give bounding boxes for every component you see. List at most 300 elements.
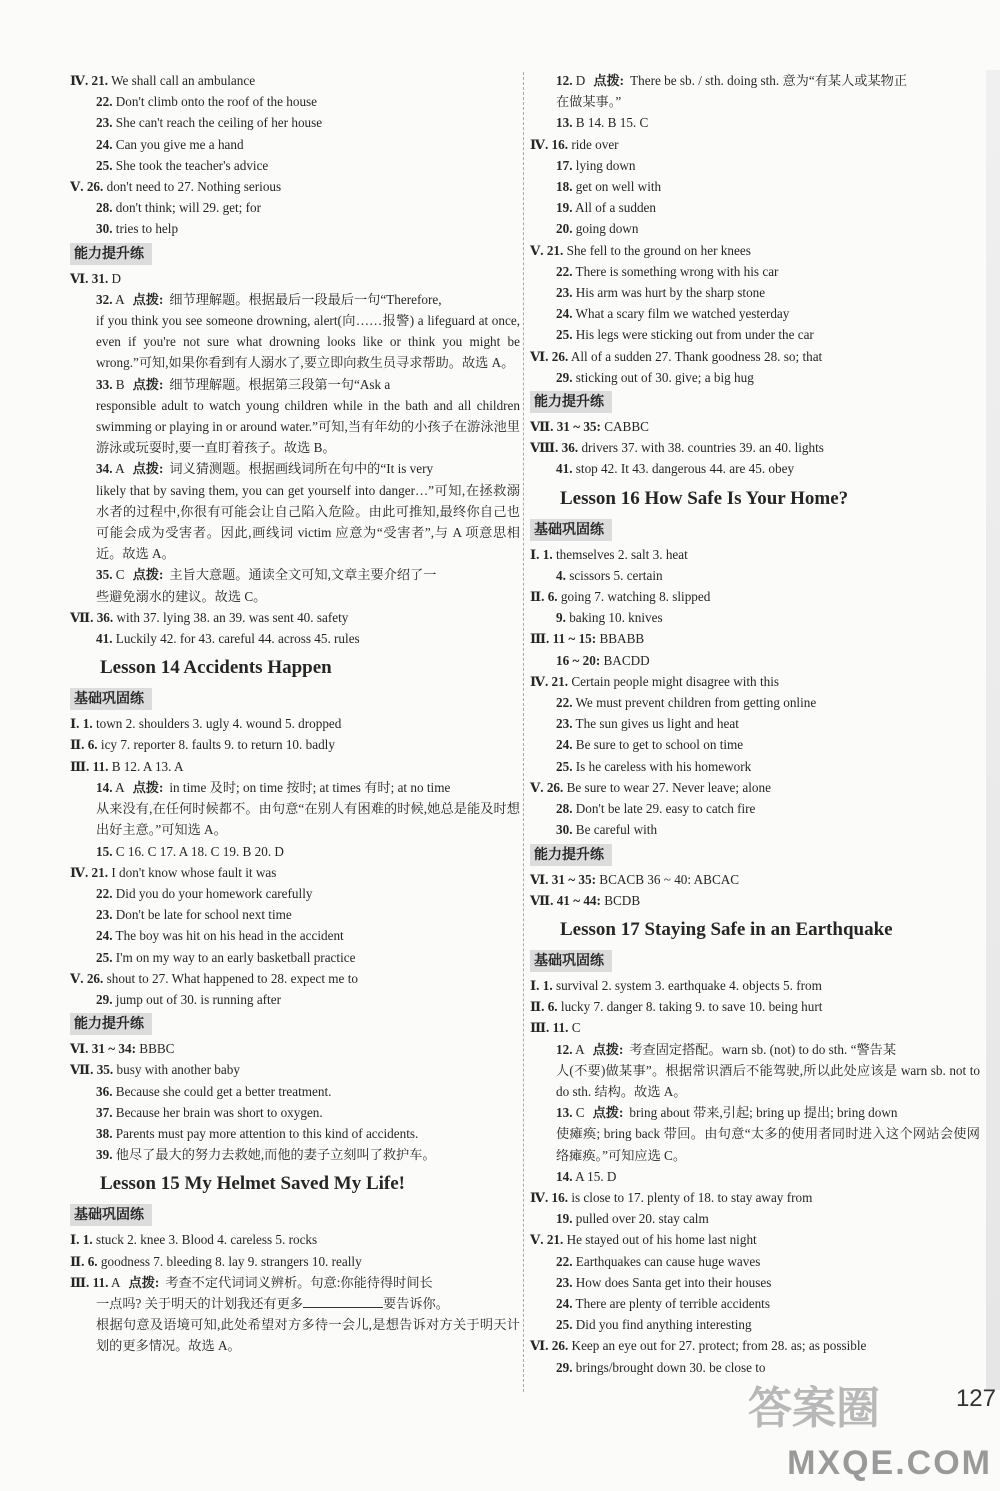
lesson-title: Lesson 16 How Safe Is Your Home?: [560, 487, 849, 509]
answer-text: survival 2. system 3. earthquake 4. objects 5. from: [555, 977, 822, 993]
answer-line: [70, 777, 520, 798]
answer-line: [70, 1251, 520, 1272]
question-number: 22.: [556, 263, 573, 279]
answer-text: We shall call an ambulance: [111, 73, 256, 88]
answer-line: [70, 268, 520, 289]
answer-line: [70, 798, 520, 840]
question-number: Ⅰ. 1.: [70, 1232, 93, 1248]
question-number: 23.: [96, 115, 113, 131]
answer-text: 他尽了最大的努力去救她,而他的妻子立刻叫了救护车。: [115, 1147, 436, 1163]
answer-column-right: [530, 70, 980, 1378]
answer-line: [70, 70, 520, 91]
explanation-text: 考查固定搭配。warn sb. (not) to do sth. “警告某: [629, 1041, 897, 1057]
question-number: 30.: [96, 221, 113, 237]
answer-line: [530, 628, 980, 649]
explanation-text: 词义猜测题。根据画线词所在句中的“It is very: [169, 461, 434, 477]
answer-text-after: 要告诉你。: [382, 1295, 449, 1311]
question-number: Ⅵ. 26.: [530, 348, 569, 364]
answer-line: [530, 1039, 980, 1060]
answer-text: Be sure to wear 27. Never leave; alone: [566, 779, 771, 795]
answer-line: [530, 1293, 980, 1314]
question-number: 28.: [96, 200, 113, 216]
question-number: 25.: [556, 327, 573, 343]
answer-text: drivers 37. with 38. countries 39. an 40. lights: [581, 440, 824, 456]
answer-line: [70, 1102, 520, 1123]
question-number: 36.: [96, 1083, 113, 1099]
question-number: 39.: [96, 1147, 113, 1163]
answer-text: D: [575, 73, 586, 88]
answer-text: pulled over 20. stay calm: [575, 1211, 709, 1227]
answer-text: B 14. B 15. C: [575, 115, 649, 131]
answer-line: [530, 798, 980, 819]
answer-text: A: [115, 779, 125, 795]
answer-line: [70, 218, 520, 239]
answer-line: [70, 395, 520, 459]
question-number: 15.: [96, 843, 113, 859]
answer-text: She can't reach the ceiling of her house: [115, 115, 323, 131]
question-number: Ⅳ. 16.: [530, 1189, 569, 1205]
answer-line: [70, 734, 520, 755]
question-number: 22.: [96, 885, 113, 901]
answer-line: [70, 607, 520, 628]
question-number: 33.: [96, 376, 113, 392]
question-number: 20.: [556, 221, 573, 237]
answer-line: [530, 324, 980, 345]
answer-line: [530, 70, 980, 91]
answer-line: [530, 544, 980, 565]
question-number: Ⅱ. 6.: [530, 589, 558, 605]
section-row: [530, 841, 980, 869]
answer-text: There is something wrong with his car: [575, 263, 779, 279]
question-number: Ⅶ. 41 ~ 44:: [530, 892, 601, 908]
answer-text: if you think you see someone drowning, alert(向……报警) a lifeguard at once, even if you're not sure what drowning looks like or think you might be wrong.”可知,如果你看到有人溺水了,要立即向救生员寻求帮助。故选 A。: [96, 313, 520, 371]
answer-text: lucky 7. danger 8. taking 9. to save 10. being hurt: [560, 999, 823, 1015]
answer-line: [530, 1102, 980, 1123]
answer-line: [530, 176, 980, 197]
explanation-text: 主旨大意题。通读全文可知,文章主要介绍了一: [169, 567, 437, 583]
answer-line: [70, 458, 520, 479]
answer-text: Did you do your homework carefully: [115, 885, 313, 901]
answer-line: [530, 91, 980, 112]
answer-line: [530, 240, 980, 261]
answer-text: BCACB 36 ~ 40: ABCAC: [599, 871, 740, 887]
question-number: 34.: [96, 461, 113, 477]
question-number: 14.: [556, 1168, 573, 1184]
answer-text: baking 10. knives: [569, 610, 663, 626]
answer-text: Luckily 42. for 43. careful 44. across 45. rules: [115, 631, 360, 647]
answer-line: [70, 1038, 520, 1059]
answer-text: themselves 2. salt 3. heat: [555, 546, 688, 562]
question-number: 14.: [96, 779, 113, 795]
answer-line: [70, 947, 520, 968]
question-number: Ⅵ. 31.: [70, 270, 109, 286]
question-number: 28.: [556, 801, 573, 817]
question-number: 22.: [556, 1253, 573, 1269]
answer-text: going 7. watching 8. slipped: [560, 589, 711, 605]
answer-line: [530, 1166, 980, 1187]
answer-text: busy with another baby: [116, 1062, 240, 1078]
answer-line: [70, 1229, 520, 1250]
question-number: 22.: [96, 94, 113, 110]
answer-text: 一点吗? 关于明天的计划我还有更多: [96, 1295, 303, 1311]
answer-text: going down: [575, 221, 639, 237]
answer-text: 人(不要)做某事”。根据常识酒后不能驾驶,所以此处应该是 warn sb. not to do sth. 结构。故选 A。: [556, 1062, 980, 1099]
answer-line: [530, 734, 980, 755]
answer-text: don't think; will 29. get; for: [115, 200, 262, 216]
answer-line: [530, 416, 980, 437]
answer-line: [70, 925, 520, 946]
section-heading: 能力提升练: [530, 844, 612, 866]
explanation-text: 细节理解题。根据第三段第一句“Ask a: [169, 376, 391, 392]
answer-line: [530, 713, 980, 734]
question-number: Ⅴ. 21.: [530, 1232, 564, 1248]
answer-text: She took the teacher's advice: [115, 157, 269, 173]
answer-line: [530, 458, 980, 479]
question-number: 23.: [96, 907, 113, 923]
answer-line: [70, 883, 520, 904]
section-heading: 基础巩固练: [530, 519, 612, 541]
answer-text: He stayed out of his home last night: [566, 1232, 757, 1248]
answer-line: [70, 1123, 520, 1144]
answer-line: [530, 303, 980, 324]
answer-line: [70, 1059, 520, 1080]
explanation-text: bring about 带来,引起; bring up 提出; bring down: [629, 1105, 898, 1121]
answer-text: B 12. A 13. A: [111, 758, 184, 774]
answer-text: C: [571, 1020, 581, 1036]
question-number: Ⅳ. 21.: [70, 864, 109, 880]
answer-line: [530, 1335, 980, 1356]
answer-line: [70, 862, 520, 883]
section-heading: 基础巩固练: [530, 950, 612, 972]
question-number: Ⅴ. 26.: [70, 970, 104, 986]
answer-line: [70, 989, 520, 1010]
question-number: 29.: [96, 991, 113, 1007]
answer-text: 些避免溺水的建议。故选 C。: [96, 588, 267, 604]
answer-text: 根据句意及语境可知,此处希望对方多待一会儿,是想告诉对方关于明天计划的更多情况。故选 A。: [96, 1317, 520, 1354]
answer-text: Did you find anything interesting: [575, 1317, 752, 1333]
answer-text: icy 7. reporter 8. faults 9. to return 10. badly: [100, 737, 335, 753]
question-number: 29.: [556, 1359, 573, 1375]
answer-text: How does Santa get into their houses: [575, 1274, 772, 1290]
question-number: 12.: [556, 73, 573, 88]
section-heading: 能力提升练: [70, 243, 152, 265]
answer-text: There are plenty of terrible accidents: [575, 1295, 770, 1311]
answer-line: [530, 975, 980, 996]
answer-line: [530, 692, 980, 713]
section-heading: 基础巩固练: [70, 1204, 152, 1226]
answer-text: stop 42. It 43. dangerous 44. are 45. obey: [575, 461, 795, 477]
answer-text: I don't know whose fault it was: [111, 864, 277, 880]
question-number: 4.: [556, 567, 566, 583]
answer-text: shout to 27. What happened to 28. expect me to: [106, 970, 358, 986]
watermark-logo: 答案圈: [748, 1384, 880, 1433]
answer-text: Don't climb onto the roof of the house: [115, 94, 318, 110]
question-number: 18.: [556, 179, 573, 195]
section-row: [530, 516, 980, 544]
answer-line: [70, 586, 520, 607]
answer-line: [70, 1081, 520, 1102]
question-number: 25.: [556, 1317, 573, 1333]
question-number: Ⅱ. 6.: [70, 1253, 98, 1269]
tip-label: 点拨:: [132, 779, 164, 795]
answer-text: Certain people might disagree with this: [571, 673, 780, 689]
question-number: 24.: [556, 737, 573, 753]
answer-line: [530, 282, 980, 303]
answer-text: I'm on my way to an early basketball practice: [115, 949, 356, 965]
answer-text: A: [115, 291, 125, 307]
question-number: Ⅳ. 21.: [70, 73, 109, 88]
answer-text: with 37. lying 38. an 39. was sent 40. safety: [116, 609, 349, 625]
question-number: 32.: [96, 291, 113, 307]
question-number: 24.: [96, 928, 113, 944]
question-number: Ⅶ. 31 ~ 35:: [530, 419, 601, 435]
question-number: 25.: [96, 157, 113, 173]
answer-line: [530, 1123, 980, 1165]
answer-text: Is he careless with his homework: [575, 758, 752, 774]
section-row: [70, 1201, 520, 1229]
question-number: Ⅱ. 6.: [70, 737, 98, 753]
question-number: Ⅵ. 26.: [530, 1338, 569, 1354]
lesson-title: Lesson 17 Staying Safe in an Earthquake: [560, 918, 893, 940]
question-number: Ⅶ. 35.: [70, 1062, 114, 1078]
answer-line: [530, 437, 980, 458]
section-row: [70, 1010, 520, 1038]
answer-line: [530, 565, 980, 586]
answer-text: B: [115, 376, 125, 392]
answer-text: is close to 17. plenty of 18. to stay away from: [571, 1189, 813, 1205]
answer-text: Can you give me a hand: [115, 136, 244, 152]
question-number: 25.: [96, 949, 113, 965]
question-number: Ⅲ. 11.: [530, 1020, 569, 1036]
question-number: Ⅳ. 21.: [530, 673, 569, 689]
answer-text: tries to help: [115, 221, 179, 237]
answer-text: His legs were sticking out from under the car: [575, 327, 814, 343]
answer-line: [530, 346, 980, 367]
question-number: 35.: [96, 567, 113, 583]
question-number: Ⅵ. 31 ~ 35:: [530, 871, 596, 887]
answer-text: Because she could get a better treatment.: [115, 1083, 332, 1099]
answer-line: [530, 1229, 980, 1250]
tip-label: 点拨:: [592, 1041, 624, 1057]
explanation-text: 细节理解题。根据最后一段最后一句“Therefore,: [169, 291, 442, 307]
question-number: 9.: [556, 610, 566, 626]
question-number: Ⅷ. 36.: [530, 440, 579, 456]
answer-line: [70, 480, 520, 565]
answer-line: [70, 1293, 520, 1314]
answer-text: 在做某事。”: [556, 94, 622, 110]
section-row: [70, 240, 520, 268]
question-number: 13.: [556, 1105, 573, 1121]
question-number: 23.: [556, 285, 573, 301]
answer-text: 从来没有,在任何时候都不。由句意“在别人有困难的时候,她总是能及时想出好主意。”可知选 A。: [96, 801, 520, 838]
question-number: 13.: [556, 115, 573, 131]
answer-line: [530, 367, 980, 388]
answer-text: lying down: [575, 157, 636, 173]
answer-line: [530, 134, 980, 155]
answer-text: A 15. D: [575, 1168, 617, 1184]
page-number: 127: [955, 1385, 996, 1412]
section-heading: 基础巩固练: [70, 688, 152, 710]
answer-text: C 16. C 17. A 18. C 19. B 20. D: [115, 843, 284, 859]
answer-text: Parents must pay more attention to this kind of accidents.: [115, 1125, 419, 1141]
answer-line: [70, 1144, 520, 1165]
answer-text: A: [111, 1274, 121, 1290]
answer-text: Don't be late 29. easy to catch fire: [575, 801, 756, 817]
answer-text: All of a sudden: [575, 200, 657, 216]
answer-text: Be sure to get to school on time: [575, 737, 744, 753]
column-divider: [523, 72, 524, 1392]
answer-line: [70, 756, 520, 777]
question-number: 23.: [556, 1274, 573, 1290]
answer-text: scissors 5. certain: [569, 567, 663, 583]
fill-blank: [303, 1307, 383, 1308]
question-number: 29.: [556, 369, 573, 385]
answer-line: [70, 374, 520, 395]
answer-line: [530, 1208, 980, 1229]
question-number: 19.: [556, 200, 573, 216]
answer-text: A: [575, 1041, 585, 1057]
answer-line: [530, 650, 980, 671]
question-number: 24.: [96, 136, 113, 152]
answer-text: His arm was hurt by the sharp stone: [575, 285, 766, 301]
tip-label: 点拨:: [132, 376, 164, 392]
answer-text: get on well with: [575, 179, 662, 195]
answer-line: [530, 756, 980, 777]
answer-text: jump out of 30. is running after: [115, 991, 281, 1007]
answer-line: [530, 1060, 980, 1102]
lesson-title: Lesson 15 My Helmet Saved My Life!: [100, 1173, 406, 1195]
explanation-text: in time 及时; on time 按时; at times 有时; at no time: [169, 779, 451, 795]
answer-line: [530, 586, 980, 607]
question-number: 23.: [556, 716, 573, 732]
answer-line: [530, 1251, 980, 1272]
answer-text: We must prevent children from getting online: [575, 695, 817, 711]
section-row: [530, 388, 980, 416]
answer-line: [70, 904, 520, 925]
question-number: 17.: [556, 157, 573, 173]
question-number: 22.: [556, 695, 573, 711]
answer-line: [530, 1314, 980, 1335]
answer-line: [70, 1272, 520, 1293]
question-number: Ⅱ. 6.: [530, 999, 558, 1015]
answer-text: BBBC: [139, 1041, 175, 1057]
answer-line: [530, 1187, 980, 1208]
question-number: 25.: [556, 758, 573, 774]
answer-line: [530, 155, 980, 176]
section-heading: 能力提升练: [70, 1013, 152, 1035]
question-number: 41.: [96, 631, 113, 647]
answer-text: She fell to the ground on her knees: [566, 242, 751, 258]
answer-text: town 2. shoulders 3. ugly 4. wound 5. dropped: [95, 716, 342, 732]
tip-label: 点拨:: [132, 461, 164, 477]
answer-text: The sun gives us light and heat: [575, 716, 739, 732]
question-number: 24.: [556, 1295, 573, 1311]
question-number: Ⅳ. 16.: [530, 136, 569, 152]
section-row: [70, 685, 520, 713]
answer-line: [530, 197, 980, 218]
answer-line: [70, 289, 520, 310]
answer-text: 使瘫痪; bring back 带回。由句意“太多的使用者同时进入这个网站会使网络瘫痪。”可知应选 C。: [556, 1126, 980, 1163]
explanation-text: 考查不定代词词义辨析。句意:你能待得时间长: [165, 1274, 433, 1290]
answer-line: [530, 819, 980, 840]
lesson-title: Lesson 14 Accidents Happen: [100, 657, 332, 679]
question-number: Ⅶ. 36.: [70, 609, 114, 625]
answer-line: [530, 607, 980, 628]
answer-text: The boy was hit on his head in the accident: [115, 928, 344, 944]
answer-text: Don't be late for school next time: [115, 907, 292, 923]
answer-line: [70, 197, 520, 218]
answer-text: don't need to 27. Nothing serious: [106, 179, 282, 195]
answer-text: All of a sudden 27. Thank goodness 28. so; that: [570, 348, 823, 364]
answer-line: [530, 777, 980, 798]
answer-line: [530, 112, 980, 133]
answer-text: goodness 7. bleeding 8. lay 9. strangers 10. really: [100, 1253, 362, 1269]
question-number: Ⅲ. 11.: [70, 758, 109, 774]
question-number: Ⅴ. 26.: [530, 779, 564, 795]
question-number: Ⅲ. 11 ~ 15:: [530, 631, 597, 647]
answer-text: D: [111, 270, 122, 286]
answer-text: Keep an eye out for 27. protect; from 28. as; as possible: [571, 1338, 867, 1354]
tip-label: 点拨:: [132, 567, 164, 583]
answer-line: [70, 91, 520, 112]
question-number: Ⅰ. 1.: [530, 977, 553, 993]
answer-line: [530, 261, 980, 282]
answer-text: BCDB: [604, 892, 641, 908]
question-number: Ⅴ. 21.: [530, 242, 564, 258]
tip-label: 点拨:: [593, 73, 625, 88]
answer-text: Be careful with: [575, 822, 658, 838]
answer-text: Because her brain was short to oxygen.: [115, 1104, 323, 1120]
question-number: 24.: [556, 306, 573, 322]
section-heading: 能力提升练: [530, 391, 612, 413]
answer-line: [530, 218, 980, 239]
question-number: 16 ~ 20:: [556, 652, 601, 668]
answer-text: sticking out of 30. give; a big hug: [575, 369, 754, 385]
next-page-edge: [986, 70, 1000, 1390]
question-number: 12.: [556, 1041, 573, 1057]
answer-text: C: [575, 1105, 585, 1121]
watermark-text: MXQE.COM: [787, 1444, 992, 1482]
answer-text: responsible adult to watch young children while in the bath and all children swimming or playing in or around water.”可知,当有年幼的小孩子在游泳池里游泳或玩耍时,要一直盯着孩子。故选 B。: [96, 397, 520, 456]
question-number: 38.: [96, 1125, 113, 1141]
answer-column-left: [70, 70, 520, 1357]
answer-text: C: [115, 567, 125, 583]
answer-line: [70, 112, 520, 133]
answer-text: BBABB: [599, 631, 645, 647]
explanation-text: There be sb. / sth. doing sth. 意为“有某人或某物正: [630, 73, 908, 88]
answer-line: [70, 1314, 520, 1356]
answer-text: BACDD: [603, 652, 650, 668]
tip-label: 点拨:: [128, 1274, 160, 1290]
question-number: 37.: [96, 1104, 113, 1120]
answer-line: [530, 1017, 980, 1038]
question-number: 19.: [556, 1211, 573, 1227]
answer-line: [70, 176, 520, 197]
answer-text: CABBC: [604, 419, 649, 435]
question-number: 30.: [556, 822, 573, 838]
answer-text: What a scary film we watched yesterday: [575, 306, 790, 322]
tip-label: 点拨:: [132, 291, 164, 307]
answer-text: stuck 2. knee 3. Blood 4. careless 5. rocks: [95, 1232, 318, 1248]
answer-line: [70, 628, 520, 649]
answer-line: [530, 671, 980, 692]
answer-line: [70, 968, 520, 989]
answer-text: brings/brought down 30. be close to: [575, 1359, 766, 1375]
question-number: Ⅰ. 1.: [70, 716, 93, 732]
answer-text: ride over: [571, 136, 619, 152]
answer-text: A: [115, 461, 125, 477]
answer-line: [70, 713, 520, 734]
